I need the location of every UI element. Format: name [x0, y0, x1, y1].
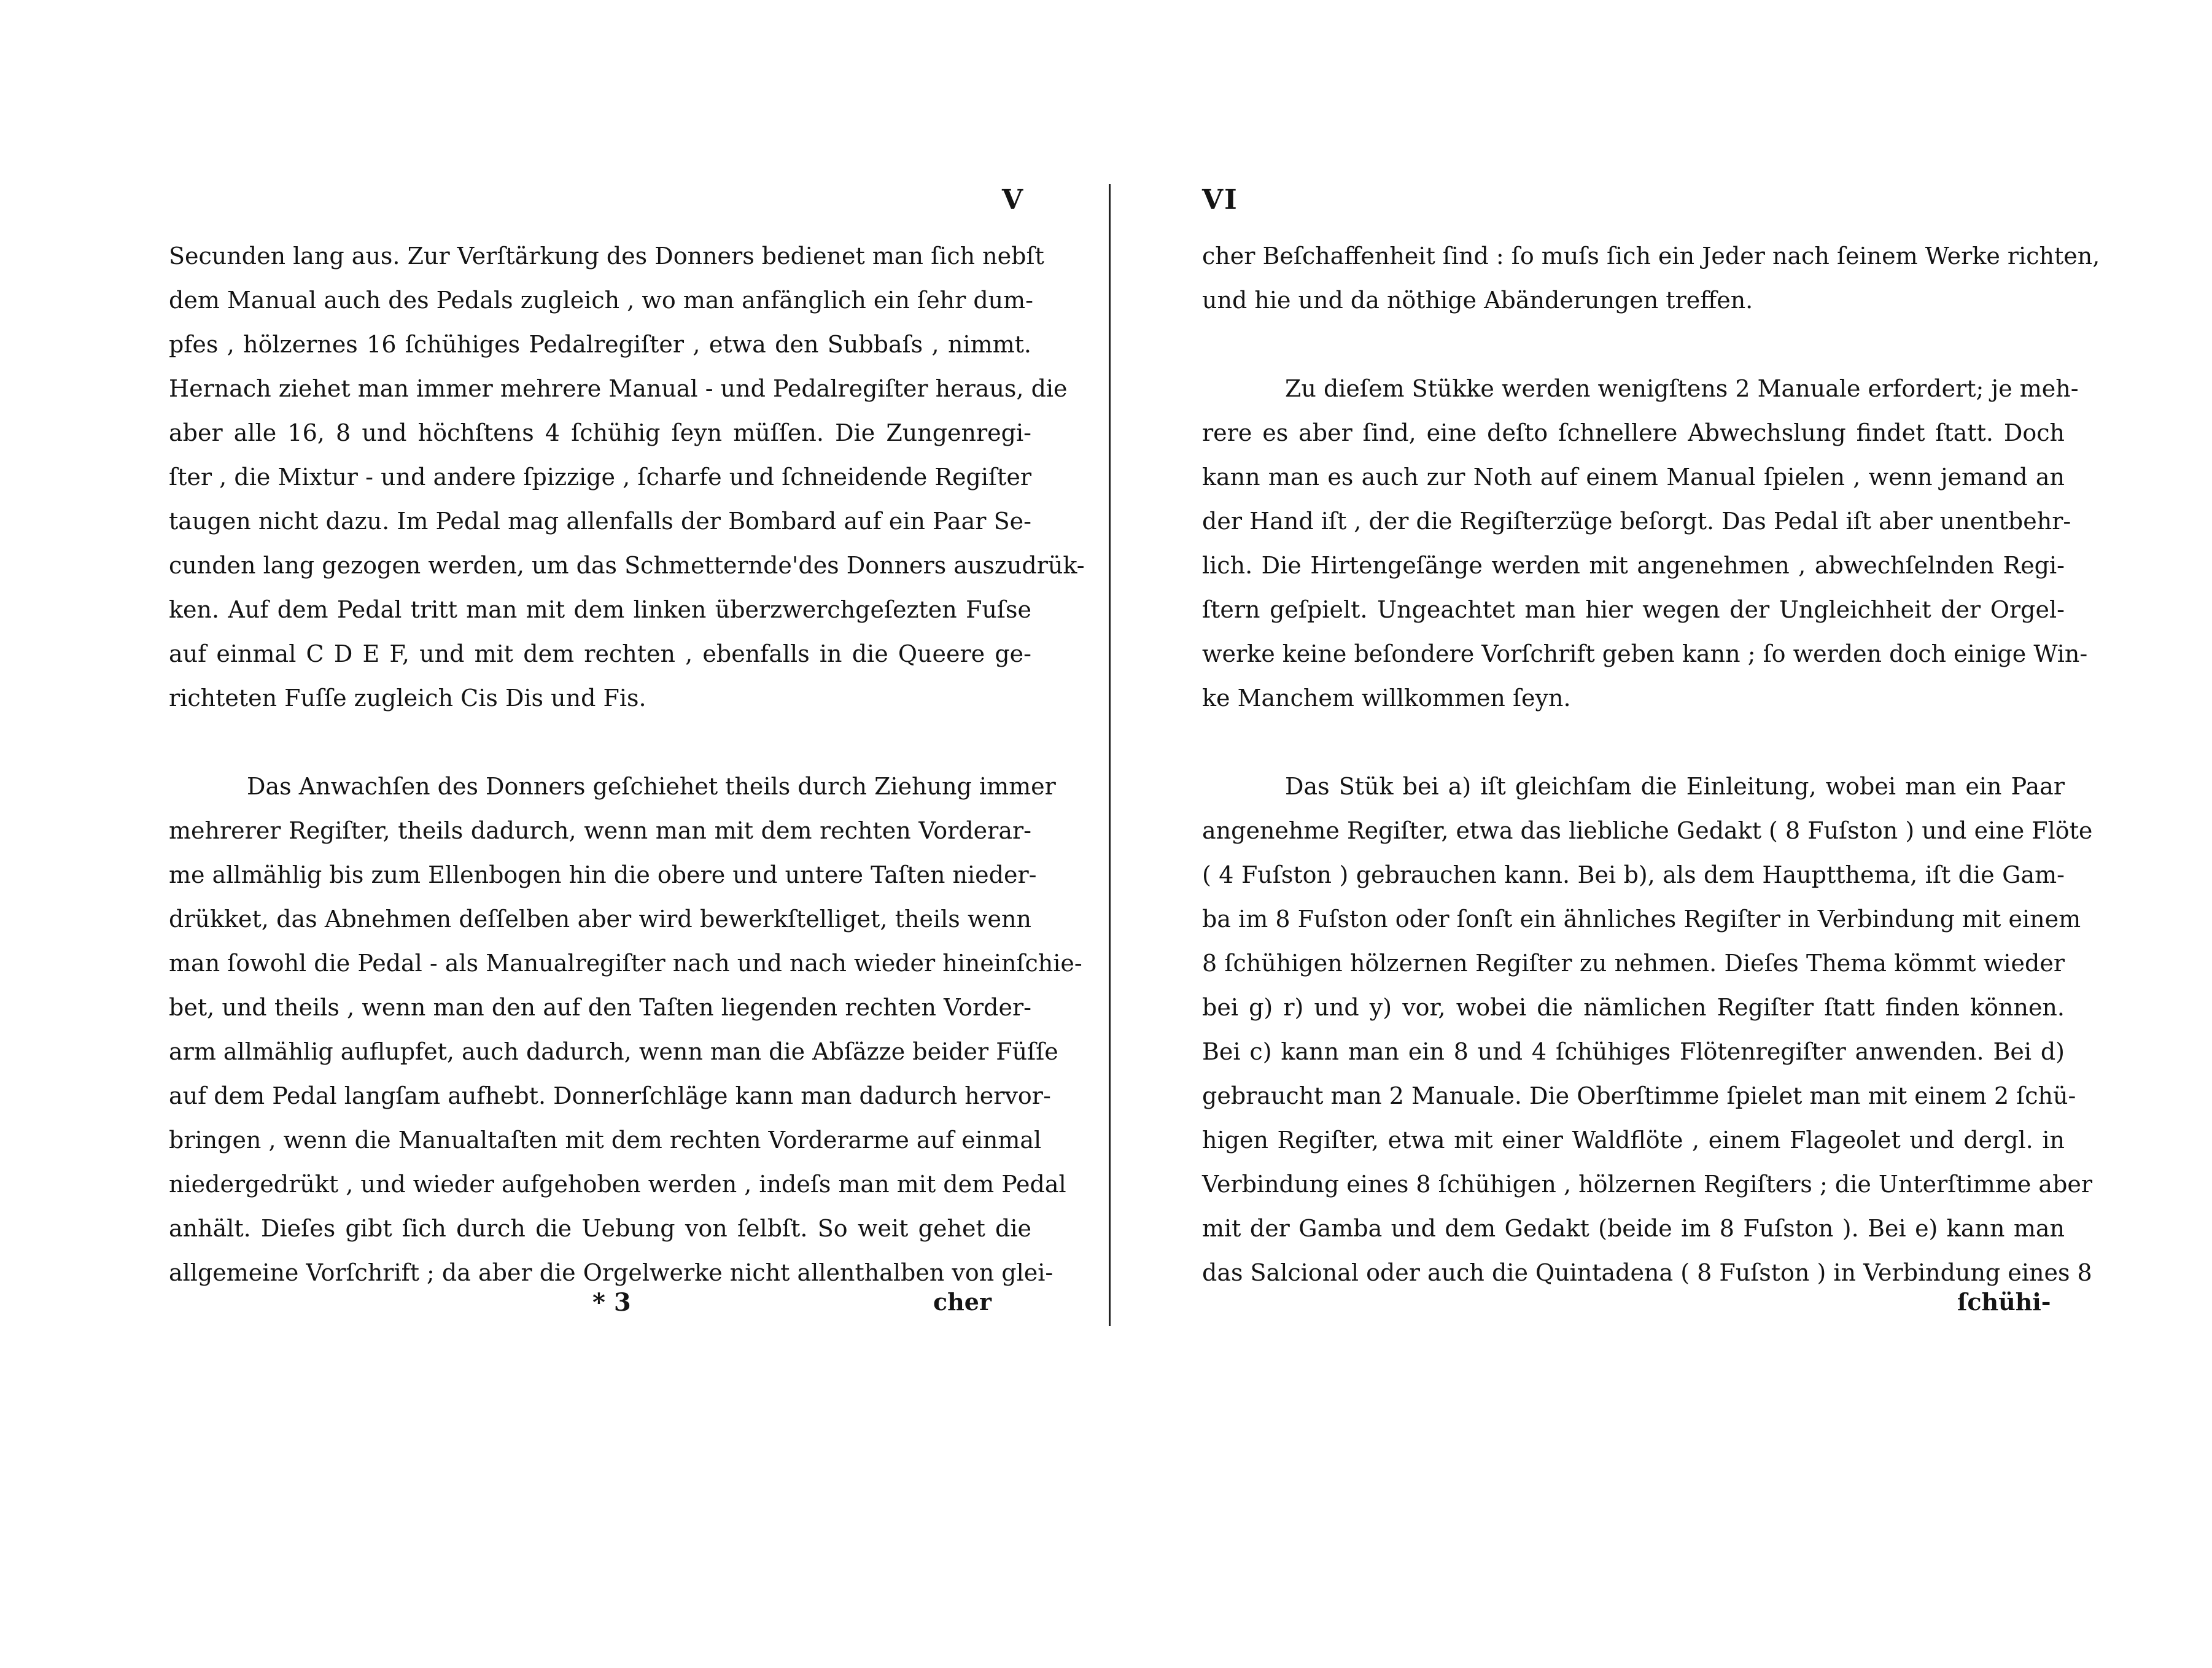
text-line: Verbindung eines 8 ſchühigen , hölzernen Regiſters ; die Unterſtimme aber: [1202, 1171, 2093, 1198]
text-line: Zu dieſem Stükke werden wenigſtens 2 Manuale erfordert; je meh-: [1285, 375, 2079, 402]
text-line: angenehme Regiſter, etwa das liebliche Gedakt ( 8 Fuſston ) und eine Flöte: [1202, 817, 2093, 844]
text-line: pfes , hölzernes 16 ſchühiges Pedalregiſter , etwa den Subbaſs , nimmt.: [169, 331, 1031, 358]
text-line: richteten Fuſſe zugleich Cis Dis und Fis.: [169, 685, 646, 712]
page-number-right: VI: [1202, 184, 1238, 215]
text-line: cunden lang gezogen werden, um das Schmetternde'des Donners auszudrük-: [169, 552, 1085, 579]
text-line: rere es aber ſind, eine deſto ſchnellere Abwechslung findet ſtatt. Doch: [1202, 419, 2065, 446]
text-line: niedergedrükt , und wieder aufgehoben werden , indeſs man mit dem Pedal: [169, 1171, 1066, 1198]
text-line: auf einmal C D E F, und mit dem rechten , ebenfalls in die Queere ge-: [169, 640, 1031, 667]
text-line: Das Stük bei a) iſt gleichſam die Einleitung, wobei man ein Paar: [1285, 773, 2065, 800]
text-line: cher Beſchaffenheit ſind : ſo muſs ſich ein Jeder nach ſeinem Werke richten,: [1202, 242, 2100, 270]
text-line: dem Manual auch des Pedals zugleich , wo man anfänglich ein ſehr dum-: [169, 287, 1034, 314]
text-line: Das Anwachſen des Donners geſchiehet theils durch Ziehung immer: [247, 773, 1056, 800]
text-line: werke keine beſondere Vorſchrift geben kann ; ſo werden doch einige Win-: [1202, 640, 2088, 667]
left-page: [0, 0, 1105, 1668]
text-line: ſter , die Mixtur - und andere ſpizzige , ſcharfe und ſchneidende Regiſter: [169, 464, 1031, 491]
text-line: arm allmählig auflupfet, auch dadurch, wenn man die Abſäzze beider Füſſe: [169, 1038, 1058, 1065]
text-line: und hie und da nöthige Abänderungen treffen.: [1202, 287, 1753, 314]
text-line: ke Manchem willkommen ſeyn.: [1202, 685, 1571, 712]
page-number-left: V: [1002, 184, 1025, 215]
text-line: allgemeine Vorſchrift ; da aber die Orgelwerke nicht allenthalben von glei-: [169, 1259, 1054, 1286]
text-line: higen Regiſter, etwa mit einer Waldflöte , einem Flageolet und dergl. in: [1202, 1127, 2065, 1154]
text-line: ken. Auf dem Pedal tritt man mit dem linken überzwerchgeſezten Fuſse: [169, 596, 1031, 623]
text-line: Secunden lang aus. Zur Verſtärkung des Donners bedienet man ſich nebſt: [169, 242, 1044, 270]
text-line: lich. Die Hirtengeſänge werden mit angenehmen , abwechſelnden Regi-: [1202, 552, 2065, 579]
text-line: gebraucht man 2 Manuale. Die Oberſtimme ſpielet man mit einem 2 ſchü-: [1202, 1082, 2076, 1109]
signature-mark: * 3: [592, 1288, 631, 1317]
text-line: drükket, das Abnehmen deſſelben aber wird bewerkſtelliget, theils wenn: [169, 906, 1031, 933]
text-line: der Hand iſt , der die Regiſterzüge beſorgt. Das Pedal iſt aber unentbehr-: [1202, 508, 2071, 535]
text-line: bringen , wenn die Manualtaſten mit dem rechten Vorderarme auf einmal: [169, 1127, 1042, 1154]
text-line: das Salcional oder auch die Quintadena ( 8 Fuſston ) in Verbindung eines 8: [1202, 1259, 2092, 1286]
text-line: bet, und theils , wenn man den auf den Taſten liegenden rechten Vorder-: [169, 994, 1031, 1021]
text-line: ba im 8 Fuſston oder ſonſt ein ähnliches Regiſter in Verbindung mit einem: [1202, 906, 2081, 933]
text-line: mit der Gamba und dem Gedakt (beide im 8 Fuſston ). Bei e) kann man: [1202, 1215, 2065, 1242]
text-line: kann man es auch zur Noth auf einem Manual ſpielen , wenn jemand an: [1202, 464, 2065, 491]
text-line: anhält. Dieſes gibt ſich durch die Uebung von ſelbſt. So weit gehet die: [169, 1215, 1031, 1242]
catchword-right: ſchühi-: [1957, 1288, 2051, 1316]
catchword-left: cher: [933, 1288, 992, 1316]
text-line: man ſowohl die Pedal - als Manualregiſter nach und nach wieder hineinſchie-: [169, 950, 1082, 977]
text-line: ( 4 Fuſston ) gebrauchen kann. Bei b), als dem Hauptthema, iſt die Gam-: [1202, 861, 2065, 888]
text-line: 8 ſchühigen hölzernen Regiſter zu nehmen. Dieſes Thema kömmt wieder: [1202, 950, 2065, 977]
right-page: [1111, 0, 2212, 1668]
text-line: taugen nicht dazu. Im Pedal mag allenfalls der Bombard auf ein Paar Se-: [169, 508, 1031, 535]
text-line: Bei c) kann man ein 8 und 4 ſchühiges Flötenregiſter anwenden. Bei d): [1202, 1038, 2065, 1065]
text-line: ſtern geſpielt. Ungeachtet man hier wegen der Ungleichheit der Orgel-: [1202, 596, 2065, 623]
text-line: me allmählig bis zum Ellenbogen hin die obere und untere Taſten nieder-: [169, 861, 1037, 888]
text-line: mehrerer Regiſter, theils dadurch, wenn man mit dem rechten Vorderar-: [169, 817, 1031, 844]
text-line: Hernach ziehet man immer mehrere Manual - und Pedalregiſter heraus, die: [169, 375, 1068, 402]
text-line: auf dem Pedal langſam aufhebt. Donnerſchläge kann man dadurch hervor-: [169, 1082, 1051, 1109]
gutter-divider: [1109, 184, 1111, 1326]
text-line: aber alle 16, 8 und höchſtens 4 ſchühig ſeyn müſſen. Die Zungenregi-: [169, 419, 1031, 446]
text-line: bei g) r) und y) vor, wobei die nämlichen Regiſter ſtatt finden können.: [1202, 994, 2065, 1021]
